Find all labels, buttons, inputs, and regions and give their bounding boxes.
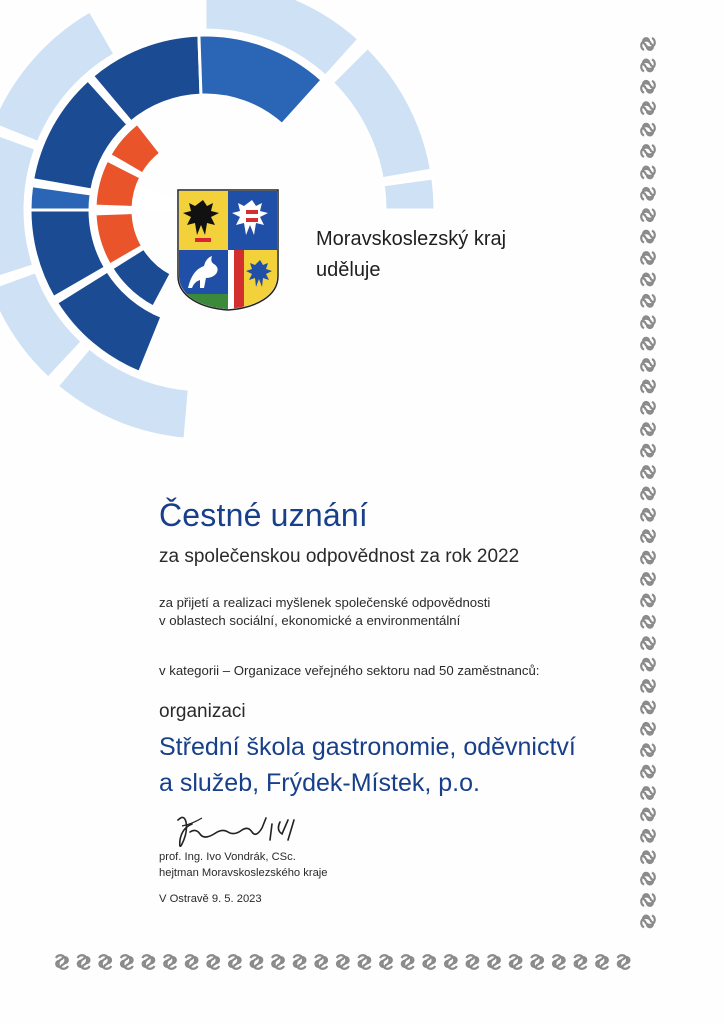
chain-link <box>553 955 565 969</box>
chain-link <box>641 124 655 136</box>
chain-link <box>641 209 655 221</box>
award-reason <box>159 594 490 630</box>
chain-link <box>641 81 655 93</box>
chain-link <box>272 955 284 969</box>
chain-link <box>618 955 630 969</box>
chain-link <box>641 466 655 478</box>
chain-link <box>641 423 655 435</box>
chain-link <box>186 955 198 969</box>
chain-link <box>78 955 90 969</box>
recipient-name <box>159 729 576 801</box>
chain-link <box>641 766 655 778</box>
recipient-label: organizaci <box>159 701 246 722</box>
issuer-block <box>316 224 506 286</box>
chain-link <box>641 252 655 264</box>
chain-link <box>641 338 655 350</box>
chain-link <box>641 59 655 71</box>
chain-link <box>641 894 655 906</box>
chain-link <box>641 808 655 820</box>
reason-line-2: v oblastech sociální, ekonomické a environmentální <box>159 613 461 628</box>
signature-icon <box>168 812 328 854</box>
chain-link <box>641 445 655 457</box>
chain-link <box>641 188 655 200</box>
chain-link <box>641 359 655 371</box>
chain-link <box>423 955 435 969</box>
chain-link <box>488 955 500 969</box>
chain-link <box>641 402 655 414</box>
signatory-block <box>159 849 328 881</box>
chain-link <box>229 955 241 969</box>
award-title: Čestné uznání <box>159 497 368 533</box>
chain-link <box>294 955 306 969</box>
issuer-name: Moravskoslezský kraj <box>316 228 507 250</box>
place-date: V Ostravě 9. 5. 2023 <box>159 893 262 905</box>
chain-link <box>641 680 655 692</box>
chain-link <box>380 955 392 969</box>
chain-link <box>99 955 111 969</box>
chain-link <box>596 955 608 969</box>
chain-link <box>641 273 655 285</box>
recipient-name-line-1: Střední škola gastronomie, oděvnictví <box>159 733 576 761</box>
chain-link <box>641 851 655 863</box>
chain-link <box>641 723 655 735</box>
chain-link <box>641 744 655 756</box>
chain-link <box>641 102 655 114</box>
chain-link <box>358 955 370 969</box>
chain-link <box>641 145 655 157</box>
chain-link <box>402 955 414 969</box>
chain-link <box>164 955 176 969</box>
signatory-role: hejtman Moravskoslezského kraje <box>159 867 328 879</box>
chain-link <box>641 573 655 585</box>
chain-link <box>574 955 586 969</box>
chain-link <box>56 955 68 969</box>
chain-link <box>641 316 655 328</box>
chain-link <box>641 915 655 927</box>
chain-link <box>641 231 655 243</box>
recipient-name-line-2: a služeb, Frýdek-Místek, p.o. <box>159 769 480 797</box>
chain-link <box>641 659 655 671</box>
chain-link <box>641 830 655 842</box>
chain-link <box>641 295 655 307</box>
chain-link <box>641 701 655 713</box>
chain-link <box>641 552 655 564</box>
signatory-name: prof. Ing. Ivo Vondrák, CSc. <box>159 851 296 863</box>
award-category: v kategorii – Organizace veřejného sektoru nad 50 zaměstnanců: <box>159 663 540 678</box>
chain-link <box>641 166 655 178</box>
chain-link <box>641 787 655 799</box>
chain-link <box>142 955 154 969</box>
chain-link <box>315 955 327 969</box>
chain-link <box>337 955 349 969</box>
chain-link <box>641 616 655 628</box>
chain-link <box>510 955 522 969</box>
chain-link <box>531 955 543 969</box>
award-subtitle: za společenskou odpovědnost za rok 2022 <box>159 546 520 567</box>
chain-link <box>466 955 478 969</box>
chain-link <box>641 637 655 649</box>
chain-link <box>641 38 655 50</box>
reason-line-1: za přijetí a realizaci myšlenek společenské odpovědnosti <box>159 595 491 610</box>
ornament-bottom-border <box>56 955 630 969</box>
chain-link <box>641 380 655 392</box>
issuer-action: uděluje <box>316 259 381 281</box>
chain-link <box>121 955 133 969</box>
chain-link <box>207 955 219 969</box>
coat-of-arms-icon <box>176 188 280 312</box>
chain-link <box>445 955 457 969</box>
ornament-right-border <box>641 38 655 927</box>
chain-link <box>641 487 655 499</box>
chain-link <box>641 594 655 606</box>
chain-link <box>250 955 262 969</box>
chain-link <box>641 873 655 885</box>
chain-link <box>641 530 655 542</box>
chain-link <box>641 509 655 521</box>
